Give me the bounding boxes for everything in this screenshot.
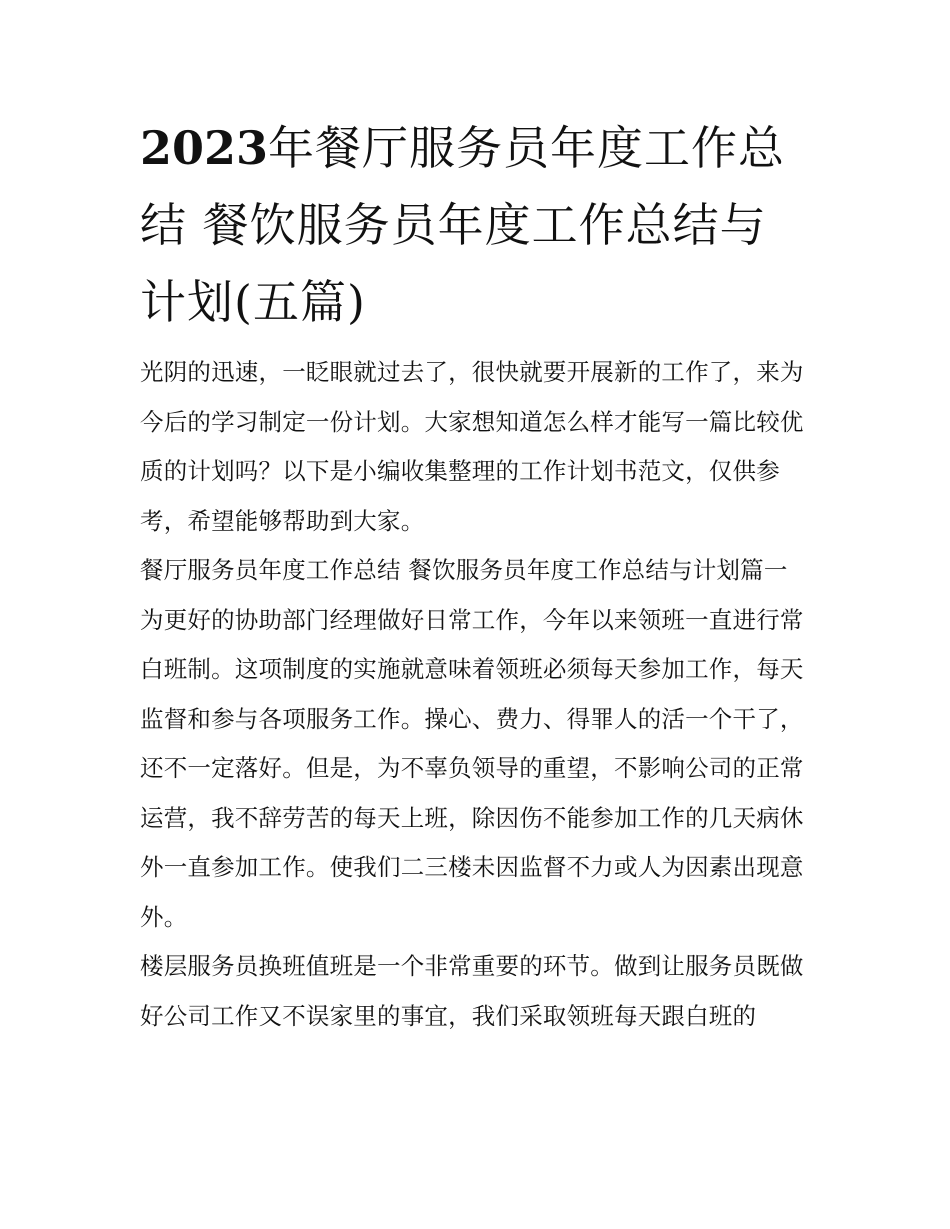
document-body [140, 348, 812, 1041]
intro-paragraph: 光阴的迅速，一眨眼就过去了，很快就要开展新的工作了，来为今后的学习制定一份计划。大家想知道怎么样才能写一篇比较优质的计划吗？以下是小编收集整理的工作计划书范文，仅供参考，希望能够帮助到大家。 [140, 358, 804, 535]
body-paragraph: 为更好的协助部门经理做好日常工作，今年以来领班一直进行常白班制。这项制度的实施就意味着领班必须每天参加工作，每天监督和参与各项服务工作。操心、费力、得罪人的活一个干了，还不一定落好。但是，为不辜负领导的重望，不影响公司的正常运营，我不辞劳苦的每天上班，除因伤不能参加工作的几天病休外一直参加工作。使我们二三楼未因监督不力或人为因素出现意外。 [140, 605, 804, 931]
document-page [140, 110, 812, 1041]
section-heading: 餐厅服务员年度工作总结 餐饮服务员年度工作总结与计划篇一 [140, 556, 788, 584]
title-year: 2023 [140, 121, 269, 175]
body-paragraph: 楼层服务员换班值班是一个非常重要的环节。做到让服务员既做好公司工作又不误家里的事宜，我们采取领班每天跟白班的 [140, 952, 804, 1030]
document-title [140, 110, 812, 341]
title-text: 年餐厅服务员年度工作总结 餐饮服务员年度工作总结与计划(五篇) [140, 121, 786, 329]
